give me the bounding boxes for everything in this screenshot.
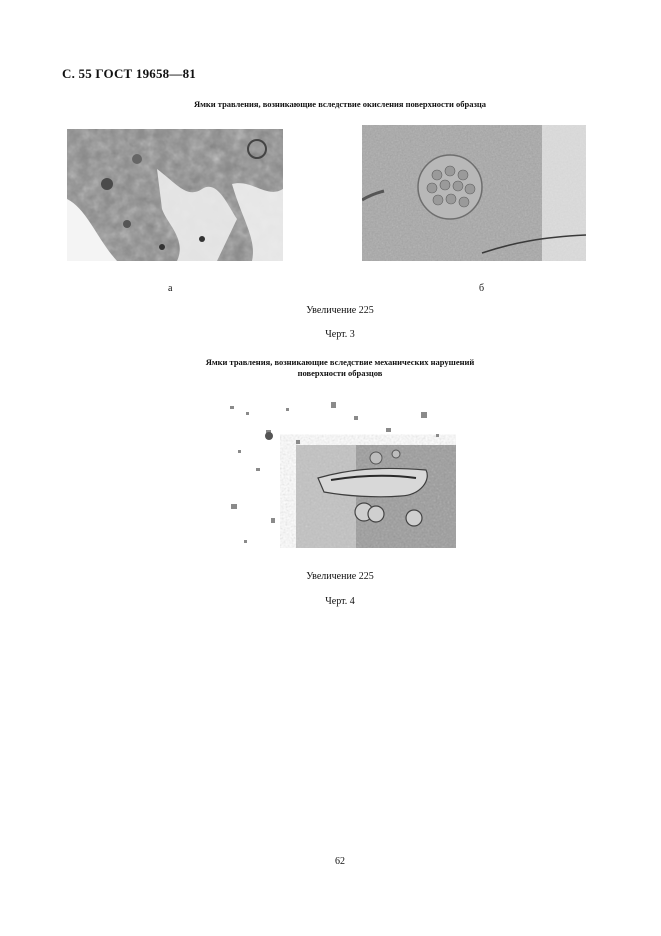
figure4-title-line2: поверхности образцов bbox=[297, 368, 383, 378]
figure4-magnification: Увеличение 225 bbox=[306, 571, 374, 582]
micrograph-fig4 bbox=[226, 400, 456, 548]
figure3-magnification: Увеличение 225 bbox=[306, 305, 374, 316]
figure3-title: Ямки травления, возникающие вследствие окисления поверхности образца bbox=[193, 99, 487, 109]
page-header: С. 55 ГОСТ 19658—81 bbox=[62, 66, 196, 81]
figure4-caption: Черт. 4 bbox=[325, 596, 355, 607]
page-number: 62 bbox=[335, 856, 345, 867]
micrograph-a bbox=[67, 129, 283, 261]
panel-a-label: а bbox=[168, 283, 173, 294]
figure4-title bbox=[0, 357, 661, 379]
figure3-caption: Черт. 3 bbox=[325, 329, 355, 340]
figure4-title-line1: Ямки травления, возникающие вследствие механических нарушений bbox=[205, 357, 475, 367]
panel-b-label: б bbox=[479, 283, 485, 294]
micrograph-b bbox=[362, 125, 586, 261]
